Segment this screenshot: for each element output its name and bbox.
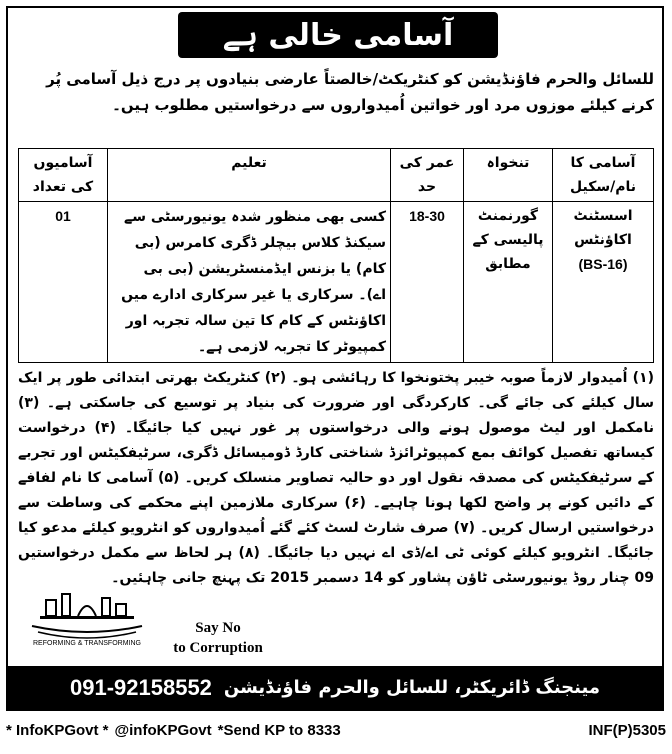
- cell-salary: گورنمنٹ پالیسی کے مطابق: [464, 202, 553, 363]
- footer-code: INF(P)5305: [588, 721, 666, 739]
- cell-count: 01: [19, 202, 108, 363]
- say-no-line2: to Corruption: [173, 640, 263, 656]
- footer-ad-twitter: @infoKPGovt: [114, 721, 212, 739]
- kp-government-logo: [22, 586, 152, 650]
- post-name: اسسٹنٹ اکاؤنٹس: [573, 208, 633, 248]
- director-bar: [8, 666, 662, 709]
- conditions-paragraph: (۱) اُمیدوار لازماً صوبہ خیبر پختونخوا کا رہائشی ہو۔ (۲) کنٹریکٹ بھرتی ابتدائی طور پر ایک سال کیلئے کی جائے گی۔ کارکردگی اور ضرورت کی بنیاد پر توسیع کی جاسکتی ہے۔ (۳) نامکمل اور لیٹ موصول ہونے والی درخواستوں پر غور نہیں کیا جائیگا۔ (۴) درخواست کیساتھ تفصیل کوائف بمع کمپیوٹرائزڈ شناختی کارڈ ڈومیسائل ڈگری، سرٹیفکیٹس اور تجربے کے سرٹیفکیٹس کی مصدقہ نقول اور دو حالیہ تصاویر منسلک کریں۔ (۵) آسامی کا نام لفافے کے دائیں کونے پر واضح لکھا ہونا چاہیے۔ (۶) سرکاری ملازمین اپنے محکمے کی وساطت سے درخواستیں ارسال کریں۔ (۷) صرف شارٹ لسٹ کئے گئے اُمیدواروں کو انٹرویو کیلئے مدعو کیا جائیگا۔ انٹرویو کیلئے کوئی ٹی اے/ڈی اے نہیں دیا جائیگا۔ (۸) ہر لحاظ سے مکمل درخواستیں 09 چنار روڈ یونیورسٹی ٹاؤن پشاور کو 14 دسمبر 2015 تک پہنچ جانی چاہئیں۔: [18, 370, 654, 586]
- col-header-age: عمر کی حد: [391, 149, 464, 202]
- footer-ad-sms: *Send KP to 8333: [217, 721, 341, 739]
- post-scale: (BS-16): [578, 256, 628, 272]
- col-header-education: تعلیم: [108, 149, 391, 202]
- vacancy-title: آسامی خالی ہے: [222, 17, 454, 53]
- col-header-post: آسامی کا نام/سکیل: [553, 149, 654, 202]
- director-title: مینجنگ ڈائریکٹر، للسائل والحرم فاؤنڈیشن: [223, 677, 600, 698]
- advertisement-frame: [6, 6, 664, 711]
- footer-ad-infokp: * InfoKPGovt *: [6, 721, 109, 739]
- col-header-count: آسامیوں کی تعداد: [19, 149, 108, 202]
- vacancy-header: [178, 12, 498, 58]
- logo-caption: REFORMING & TRANSFORMING: [33, 640, 141, 647]
- col-header-salary: تنخواہ: [464, 149, 553, 202]
- footer-ads: [6, 722, 341, 739]
- table-header-row: [19, 149, 654, 202]
- say-no-line1: Say No: [195, 620, 241, 636]
- table-row: [19, 202, 654, 363]
- intro-paragraph: للسائل والحرم فاؤنڈیشن کو کنٹریکٹ/خالصتاً عارضی بنیادوں پر درج ذیل آسامی پُر کرنے کیلئے موزوں مرد اور خواتین اُمیدواروں سے درخواستیں مطلوب ہیں۔: [46, 70, 654, 114]
- director-phone: 091-92158552: [70, 674, 212, 700]
- footer-bar: [6, 715, 666, 745]
- cell-post: [553, 202, 654, 363]
- say-no-to-corruption: [158, 618, 278, 658]
- vacancy-table: [18, 148, 654, 363]
- cell-education: کسی بھی منظور شدہ یونیورسٹی سے سیکنڈ کلاس بیچلر ڈگری کامرس (بی کام) یا بزنس ایڈمنسٹریشن (بی بی اے)۔ سرکاری یا غیر سرکاری ادارے میں اکاؤنٹس کے کام کا تین سالہ تجربہ اور کمپیوٹر کا تجربہ لازمی ہے۔: [108, 202, 391, 363]
- cell-age: 18-30: [391, 202, 464, 363]
